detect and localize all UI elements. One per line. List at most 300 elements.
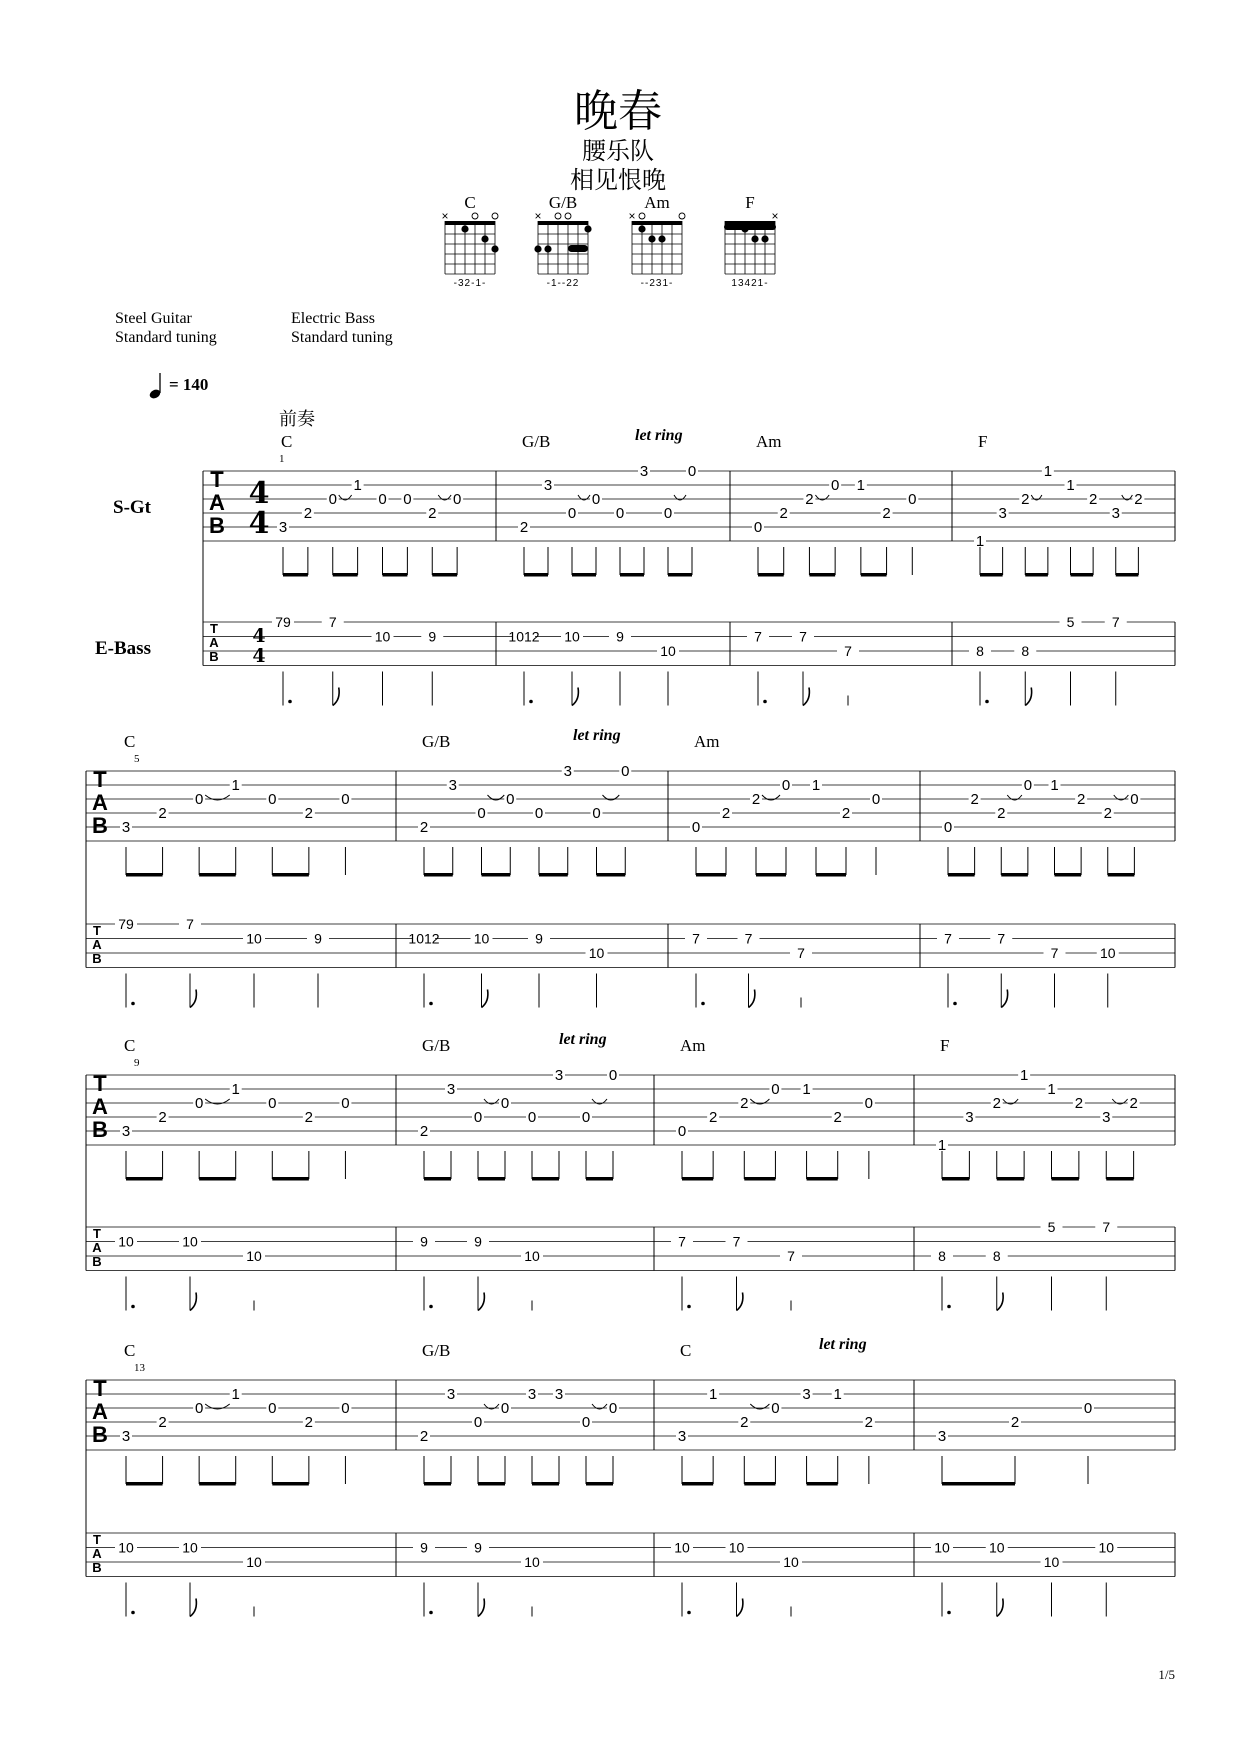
dotted-note-dot (687, 1611, 691, 1615)
measure (969, 432, 1144, 706)
guitar-fret-number: 2 (992, 1095, 1001, 1112)
dotted-note-dot (288, 700, 292, 704)
bass-fret-number: 10 (118, 1233, 134, 1250)
eighth-beam (758, 573, 784, 577)
guitar-fret-number: 2 (740, 1095, 749, 1112)
eighth-beam (478, 1482, 505, 1486)
muted-string-mark: × (534, 209, 542, 223)
dotted-note-dot (947, 1611, 951, 1615)
eighth-flag (737, 1293, 743, 1311)
guitar-fret-number: 0 (608, 1400, 618, 1417)
guitar-fret-number: 2 (1010, 1414, 1020, 1431)
guitar-fret-number: 2 (1134, 491, 1143, 508)
guitar-fret-number: 0 (534, 805, 544, 822)
guitar-fret-number: 0 (473, 1414, 483, 1431)
bass-fret-number: 10 (246, 1248, 262, 1264)
bass-fret-number: 10 (934, 1539, 950, 1556)
bass-fret-number: 10 (728, 1539, 745, 1556)
guitar-fret-number: 2 (419, 1428, 429, 1445)
tab-clef-letter: A (92, 790, 108, 815)
bass-tab-clef-letter: T (93, 923, 101, 938)
guitar-fret-number: 2 (1074, 1095, 1084, 1112)
guitar-fret-number: 2 (864, 1414, 874, 1431)
eighth-flag (1025, 688, 1031, 706)
bass-fret-number: 7 (997, 930, 1006, 947)
eighth-beam (942, 1482, 1015, 1486)
bass-fret-number: 7 (1050, 945, 1059, 961)
guitar-fret-number: 2 (997, 805, 1006, 822)
muted-string-mark: × (771, 209, 779, 223)
bass-fret-number: 10 (473, 930, 490, 947)
bass-fret-number: 7 (328, 614, 337, 630)
guitar-fret-number: 0 (194, 791, 204, 808)
guitar-fret-number: 1 (1066, 477, 1075, 494)
bass-fret-number: 9 (428, 628, 437, 645)
guitar-fret-number: 2 (519, 519, 529, 536)
guitar-fret-number: 3 (446, 1081, 456, 1098)
guitar-fret-number: 3 (1102, 1109, 1111, 1126)
bass-fret-number: 10 (588, 945, 605, 961)
eighth-beam (1055, 873, 1082, 877)
bass-fret-number: 1012 (508, 628, 540, 645)
dotted-note-dot (429, 1305, 433, 1309)
bass-time-signature-top: 4 (252, 625, 266, 647)
eighth-flag (803, 688, 809, 706)
guitar-fret-number: 0 (452, 491, 462, 508)
guitar-fret-number: 2 (304, 1109, 314, 1126)
eighth-beam (482, 873, 511, 877)
guitar-fret-number: 0 (943, 819, 953, 836)
eighth-beam (682, 1482, 713, 1486)
bass-tab-clef-letter: B (92, 1560, 102, 1575)
guitar-fret-number: 0 (677, 1123, 687, 1140)
bass-fret-number: 8 (938, 1248, 946, 1264)
time-signature-top: 4 (248, 476, 270, 511)
guitar-fret-number: 3 (121, 819, 131, 836)
guitar-fret-number: 0 (753, 519, 763, 536)
dotted-note-dot (429, 1611, 433, 1615)
bass-tab-clef-letter: A (92, 1240, 102, 1255)
let-ring-marking: let ring (819, 1336, 867, 1353)
guitar-fret-number: 2 (779, 505, 788, 522)
bass-tab-clef-letter: B (92, 951, 102, 966)
dotted-note-dot (763, 700, 767, 704)
eighth-beam (126, 1482, 163, 1486)
eighth-beam (1116, 573, 1139, 577)
guitar-fret-number: 3 (802, 1386, 811, 1403)
tab-clef-letter: T (93, 1071, 107, 1096)
chord-name: Am (694, 732, 720, 751)
guitar-fret-number: 0 (781, 777, 791, 794)
measure (931, 1036, 1140, 1311)
chord-diagrams (441, 193, 778, 289)
bass-tab-clef-letter: B (92, 1254, 102, 1269)
bass-fret-number: 10 (182, 1539, 198, 1556)
eighth-beam (478, 1177, 505, 1181)
chord-finger-dot (481, 235, 488, 242)
guitar-fret-number: 0 (506, 791, 515, 808)
eighth-beam (807, 1482, 838, 1486)
chord-finger-dot (761, 235, 768, 242)
bass-fret-number: 7 (1111, 614, 1120, 630)
dotted-note-dot (947, 1305, 951, 1309)
chord-finger-dot (751, 235, 758, 242)
eighth-beam (424, 873, 453, 877)
tab-clef-letter: B (209, 513, 225, 538)
guitar-fret-number: 3 (639, 463, 649, 480)
chord-name: Am (756, 432, 782, 451)
bass-fret-number: 7 (1102, 1219, 1111, 1235)
chord-diagram-name: Am (644, 193, 670, 212)
open-string-mark (472, 213, 478, 219)
guitar-fret-number: 1 (856, 477, 866, 494)
eighth-beam (1106, 1177, 1133, 1181)
let-ring-marking: let ring (573, 727, 621, 744)
guitar-fret-number: 3 (121, 1123, 131, 1140)
eighth-beam (126, 1177, 163, 1181)
tab-clef-letter: A (209, 490, 225, 515)
eighth-flag (190, 1293, 196, 1311)
eighth-beam (668, 573, 692, 577)
guitar-fret-number: 1 (833, 1386, 842, 1403)
guitar-fret-number: 0 (378, 491, 387, 508)
eighth-beam (333, 573, 358, 577)
guitar-fret-number: 0 (341, 791, 350, 808)
guitar-fret-number: 0 (341, 1400, 350, 1417)
open-string-mark (679, 213, 685, 219)
bass-fret-number: 7 (754, 628, 762, 645)
eighth-flag (190, 990, 196, 1008)
guitar-fret-number: 0 (341, 1095, 350, 1112)
measure (671, 1336, 875, 1617)
guitar-fret-number: 0 (194, 1400, 204, 1417)
guitar-fret-number: 0 (567, 505, 577, 522)
let-ring-marking: let ring (559, 1031, 607, 1048)
guitar-fret-number: 0 (1130, 791, 1139, 808)
chord-finger-dot (534, 245, 541, 252)
page-number: 1/5 (1158, 1667, 1175, 1682)
eighth-beam (620, 573, 644, 577)
guitar-fret-number: 0 (608, 1067, 618, 1084)
dotted-note-dot (131, 1002, 135, 1006)
eighth-beam (1052, 1177, 1079, 1181)
guitar-fret-number: 3 (554, 1067, 564, 1084)
bass-fret-number: 10 (674, 1539, 690, 1556)
chord-name: C (124, 1341, 136, 1360)
eighth-beam (424, 1482, 451, 1486)
bass-fret-number: 10 (1043, 1554, 1060, 1570)
guitar-fret-number: 1 (937, 1137, 947, 1154)
guitar-fret-number: 0 (615, 505, 625, 522)
guitar-fret-number: 2 (303, 505, 313, 522)
eighth-beam (524, 573, 548, 577)
guitar-fret-number: 3 (1111, 505, 1120, 522)
guitar-fret-number: 3 (527, 1386, 537, 1403)
measure (115, 732, 351, 1008)
eighth-beam (1071, 573, 1094, 577)
guitar-fret-number: 2 (1021, 491, 1030, 508)
chord-finger-dot (461, 225, 468, 232)
guitar-fret-number: 1 (802, 1081, 811, 1098)
guitar-fret-number: 0 (328, 491, 337, 508)
guitar-fret-number: 3 (998, 505, 1007, 522)
chord-fingering: --231- (640, 278, 674, 289)
bass-fret-number: 8 (992, 1248, 1001, 1264)
eighth-beam (744, 1177, 775, 1181)
eighth-beam (809, 573, 835, 577)
guitar-fret-number: 2 (419, 1123, 429, 1140)
bass-fret-number: 9 (314, 930, 322, 947)
guitar-fret-number: 3 (446, 1386, 456, 1403)
guitar-fret-number: 0 (477, 805, 486, 822)
bass-tab-clef-letter: T (93, 1532, 101, 1547)
guitar-fret-number: 2 (970, 791, 979, 808)
guitar-fret-number: 1 (231, 1081, 240, 1098)
guitar-fret-number: 0 (500, 1095, 510, 1112)
eighth-flag (478, 1599, 484, 1617)
chord-finger-dot (658, 235, 665, 242)
eighth-flag (190, 1599, 196, 1617)
eighth-beam (756, 873, 786, 877)
measure (937, 777, 1140, 1008)
guitar-fret-number: 2 (721, 805, 731, 822)
chord-name: C (281, 432, 293, 451)
artist-name: 腰乐队 (582, 137, 654, 165)
guitar-fret-number: 1 (231, 777, 240, 794)
guitar-fret-number: 2 (1129, 1095, 1138, 1112)
eighth-beam (383, 573, 408, 577)
bass-fret-number: 7 (797, 945, 805, 961)
guitar-fret-number: 0 (592, 805, 601, 822)
chord-name: Am (680, 1036, 706, 1055)
chord-finger-dot (638, 225, 645, 232)
guitar-fret-number: 2 (419, 819, 429, 836)
chord-finger-dot (491, 245, 498, 252)
eighth-flag (478, 1293, 484, 1311)
bass-tab-clef-letter: B (209, 649, 219, 664)
bass-fret-number: 9 (474, 1233, 482, 1250)
guitar-fret-number: 0 (687, 463, 697, 480)
dotted-note-dot (429, 1002, 433, 1006)
measure (115, 1341, 351, 1617)
track-1-name: Steel Guitar (115, 310, 192, 327)
bass-fret-number: 10 (524, 1248, 540, 1264)
chord-name: F (978, 432, 988, 451)
bass-fret-number: 9 (535, 930, 543, 947)
guitar-fret-number: 1 (975, 533, 985, 550)
guitar-fret-number: 2 (1088, 491, 1098, 508)
bass-tab-clef-letter: A (92, 937, 102, 952)
guitar-fret-number: 1 (708, 1386, 718, 1403)
guitar-fret-number: 1 (231, 1386, 240, 1403)
eighth-beam (744, 1482, 775, 1486)
chord-name: C (124, 732, 136, 751)
muted-string-mark: × (441, 209, 449, 223)
open-string-mark (555, 213, 561, 219)
tab-clef-letter: B (92, 813, 108, 838)
chord-diagram (441, 193, 498, 289)
bass-fret-number: 7 (844, 643, 852, 659)
bass-track-label: E-Bass (95, 638, 151, 659)
guitar-fret-number: 1 (811, 777, 821, 794)
bass-fret-number: 7 (732, 1233, 741, 1250)
guitar-fret-number: 0 (268, 791, 277, 808)
guitar-fret-number: 3 (278, 519, 288, 536)
eighth-flag (749, 990, 755, 1008)
bass-fret-number: 7 (744, 930, 753, 947)
eighth-beam (696, 873, 726, 877)
measure (671, 1036, 875, 1311)
measure-number: 1 (279, 453, 285, 465)
eighth-beam (424, 1177, 451, 1181)
chord-name: F (940, 1036, 950, 1055)
measure (408, 727, 631, 1008)
guitar-fret-number: 0 (864, 1095, 874, 1112)
guitar-fret-number: 0 (1083, 1400, 1093, 1417)
guitar-fret-number: 2 (805, 491, 814, 508)
guitar-fret-number: 2 (158, 1109, 167, 1126)
eighth-beam (997, 1177, 1024, 1181)
tab-systems (86, 427, 1175, 1617)
chord-name: G/B (422, 1036, 451, 1055)
bass-tab-clef-letter: A (92, 1546, 102, 1561)
measure-number: 13 (134, 1362, 145, 1374)
bass-tab-clef-letter: A (209, 635, 219, 650)
bass-fret-number: 8 (1021, 643, 1030, 659)
guitar-fret-number: 2 (304, 1414, 314, 1431)
eighth-beam (597, 873, 626, 877)
chord-nut (538, 221, 588, 225)
bass-fret-number: 10 (524, 1554, 540, 1570)
eighth-beam (682, 1177, 713, 1181)
eighth-beam (283, 573, 308, 577)
guitar-fret-number: 2 (1103, 805, 1112, 822)
eighth-beam (199, 1482, 236, 1486)
eighth-beam (942, 1177, 969, 1181)
bass-fret-number: 7 (692, 930, 700, 947)
dotted-note-dot (131, 1611, 135, 1615)
tempo-marking: = 140 (169, 375, 209, 394)
guitar-fret-number: 2 (708, 1109, 718, 1126)
guitar-fret-number: 0 (473, 1109, 483, 1126)
track-2-name: Electric Bass (291, 310, 375, 327)
tab-clef-letter: B (92, 1422, 108, 1447)
guitar-fret-number: 3 (965, 1109, 974, 1126)
eighth-beam (126, 873, 163, 877)
eighth-flag (572, 688, 578, 706)
bass-fret-number: 10 (783, 1554, 799, 1570)
bass-fret-number: 9 (420, 1539, 428, 1556)
bass-fret-number: 10 (1099, 945, 1116, 961)
tab-system (86, 1031, 1175, 1311)
eighth-beam (199, 873, 236, 877)
guitar-fret-number: 2 (882, 505, 891, 522)
eighth-beam (572, 573, 596, 577)
eighth-flag (1001, 990, 1007, 1008)
chord-nut (632, 221, 682, 225)
guitar-fret-number: 0 (527, 1109, 537, 1126)
chord-diagram-name: C (464, 193, 476, 212)
chord-name: G/B (422, 1341, 451, 1360)
dotted-note-dot (687, 1305, 691, 1309)
bass-fret-number: 10 (564, 628, 580, 645)
measure (931, 1400, 1117, 1617)
bass-fret-number: 7 (944, 930, 952, 947)
bass-fret-number: 10 (374, 628, 391, 645)
chord-diagram-name: F (745, 193, 755, 212)
bass-fret-number: 10 (660, 643, 676, 659)
eighth-beam (1108, 873, 1135, 877)
eighth-beam (539, 873, 568, 877)
eighth-beam (586, 1482, 613, 1486)
bass-fret-number: 10 (182, 1233, 198, 1250)
guitar-fret-number: 3 (121, 1428, 131, 1445)
guitar-fret-number: 0 (771, 1400, 780, 1417)
guitar-fret-number: 1 (353, 477, 362, 494)
guitar-fret-number: 1 (1050, 777, 1059, 794)
guitar-fret-number: 3 (563, 763, 572, 780)
eighth-beam (272, 1177, 309, 1181)
tab-clef-letter: A (92, 1094, 108, 1119)
chord-finger-dot (544, 245, 551, 252)
tab-clef-letter: A (92, 1399, 108, 1424)
guitar-fret-number: 2 (428, 505, 437, 522)
chord-nut (445, 221, 495, 225)
guitar-fret-number: 0 (194, 1095, 204, 1112)
chord-name: C (124, 1036, 136, 1055)
eighth-flag (737, 1599, 743, 1617)
bass-fret-number: 10 (246, 1554, 262, 1570)
bass-fret-number: 10 (118, 1539, 134, 1556)
guitar-fret-number: 2 (158, 805, 167, 822)
bass-fret-number: 79 (118, 916, 134, 932)
eighth-beam (586, 1177, 613, 1181)
measure (508, 427, 698, 706)
time-signature-bottom: 4 (248, 506, 270, 541)
measure (115, 1036, 351, 1311)
bass-fret-number: 1012 (408, 930, 440, 947)
guitar-fret-number: 3 (937, 1428, 947, 1445)
open-string-mark (639, 213, 645, 219)
measure (747, 432, 918, 706)
chord-fingering: -32-1- (453, 278, 487, 289)
guitar-fret-number: 0 (500, 1400, 510, 1417)
measure (413, 1031, 619, 1311)
eighth-beam (272, 873, 309, 877)
dotted-note-dot (529, 700, 533, 704)
tab-system (86, 727, 1175, 1008)
bass-fret-number: 7 (787, 1248, 795, 1264)
dotted-note-dot (953, 1002, 957, 1006)
guitar-fret-number: 0 (403, 491, 412, 508)
guitar-fret-number: 0 (581, 1109, 591, 1126)
guitar-fret-number: 1 (1043, 463, 1053, 480)
dotted-note-dot (701, 1002, 705, 1006)
guitar-fret-number: 0 (663, 505, 673, 522)
bass-fret-number: 9 (474, 1539, 482, 1556)
bass-fret-number: 7 (799, 628, 807, 645)
bass-tab-clef-letter: T (93, 1226, 101, 1241)
eighth-flag (997, 1293, 1003, 1311)
chord-fingering: 13421- (731, 278, 769, 289)
eighth-beam (199, 1177, 236, 1181)
album-name: 相见恨晚 (570, 166, 666, 194)
guitar-fret-number: 0 (908, 491, 917, 508)
eighth-flag (482, 990, 488, 1008)
guitar-fret-number: 0 (691, 819, 701, 836)
eighth-beam (948, 873, 975, 877)
tab-clef-letter: T (210, 467, 224, 492)
